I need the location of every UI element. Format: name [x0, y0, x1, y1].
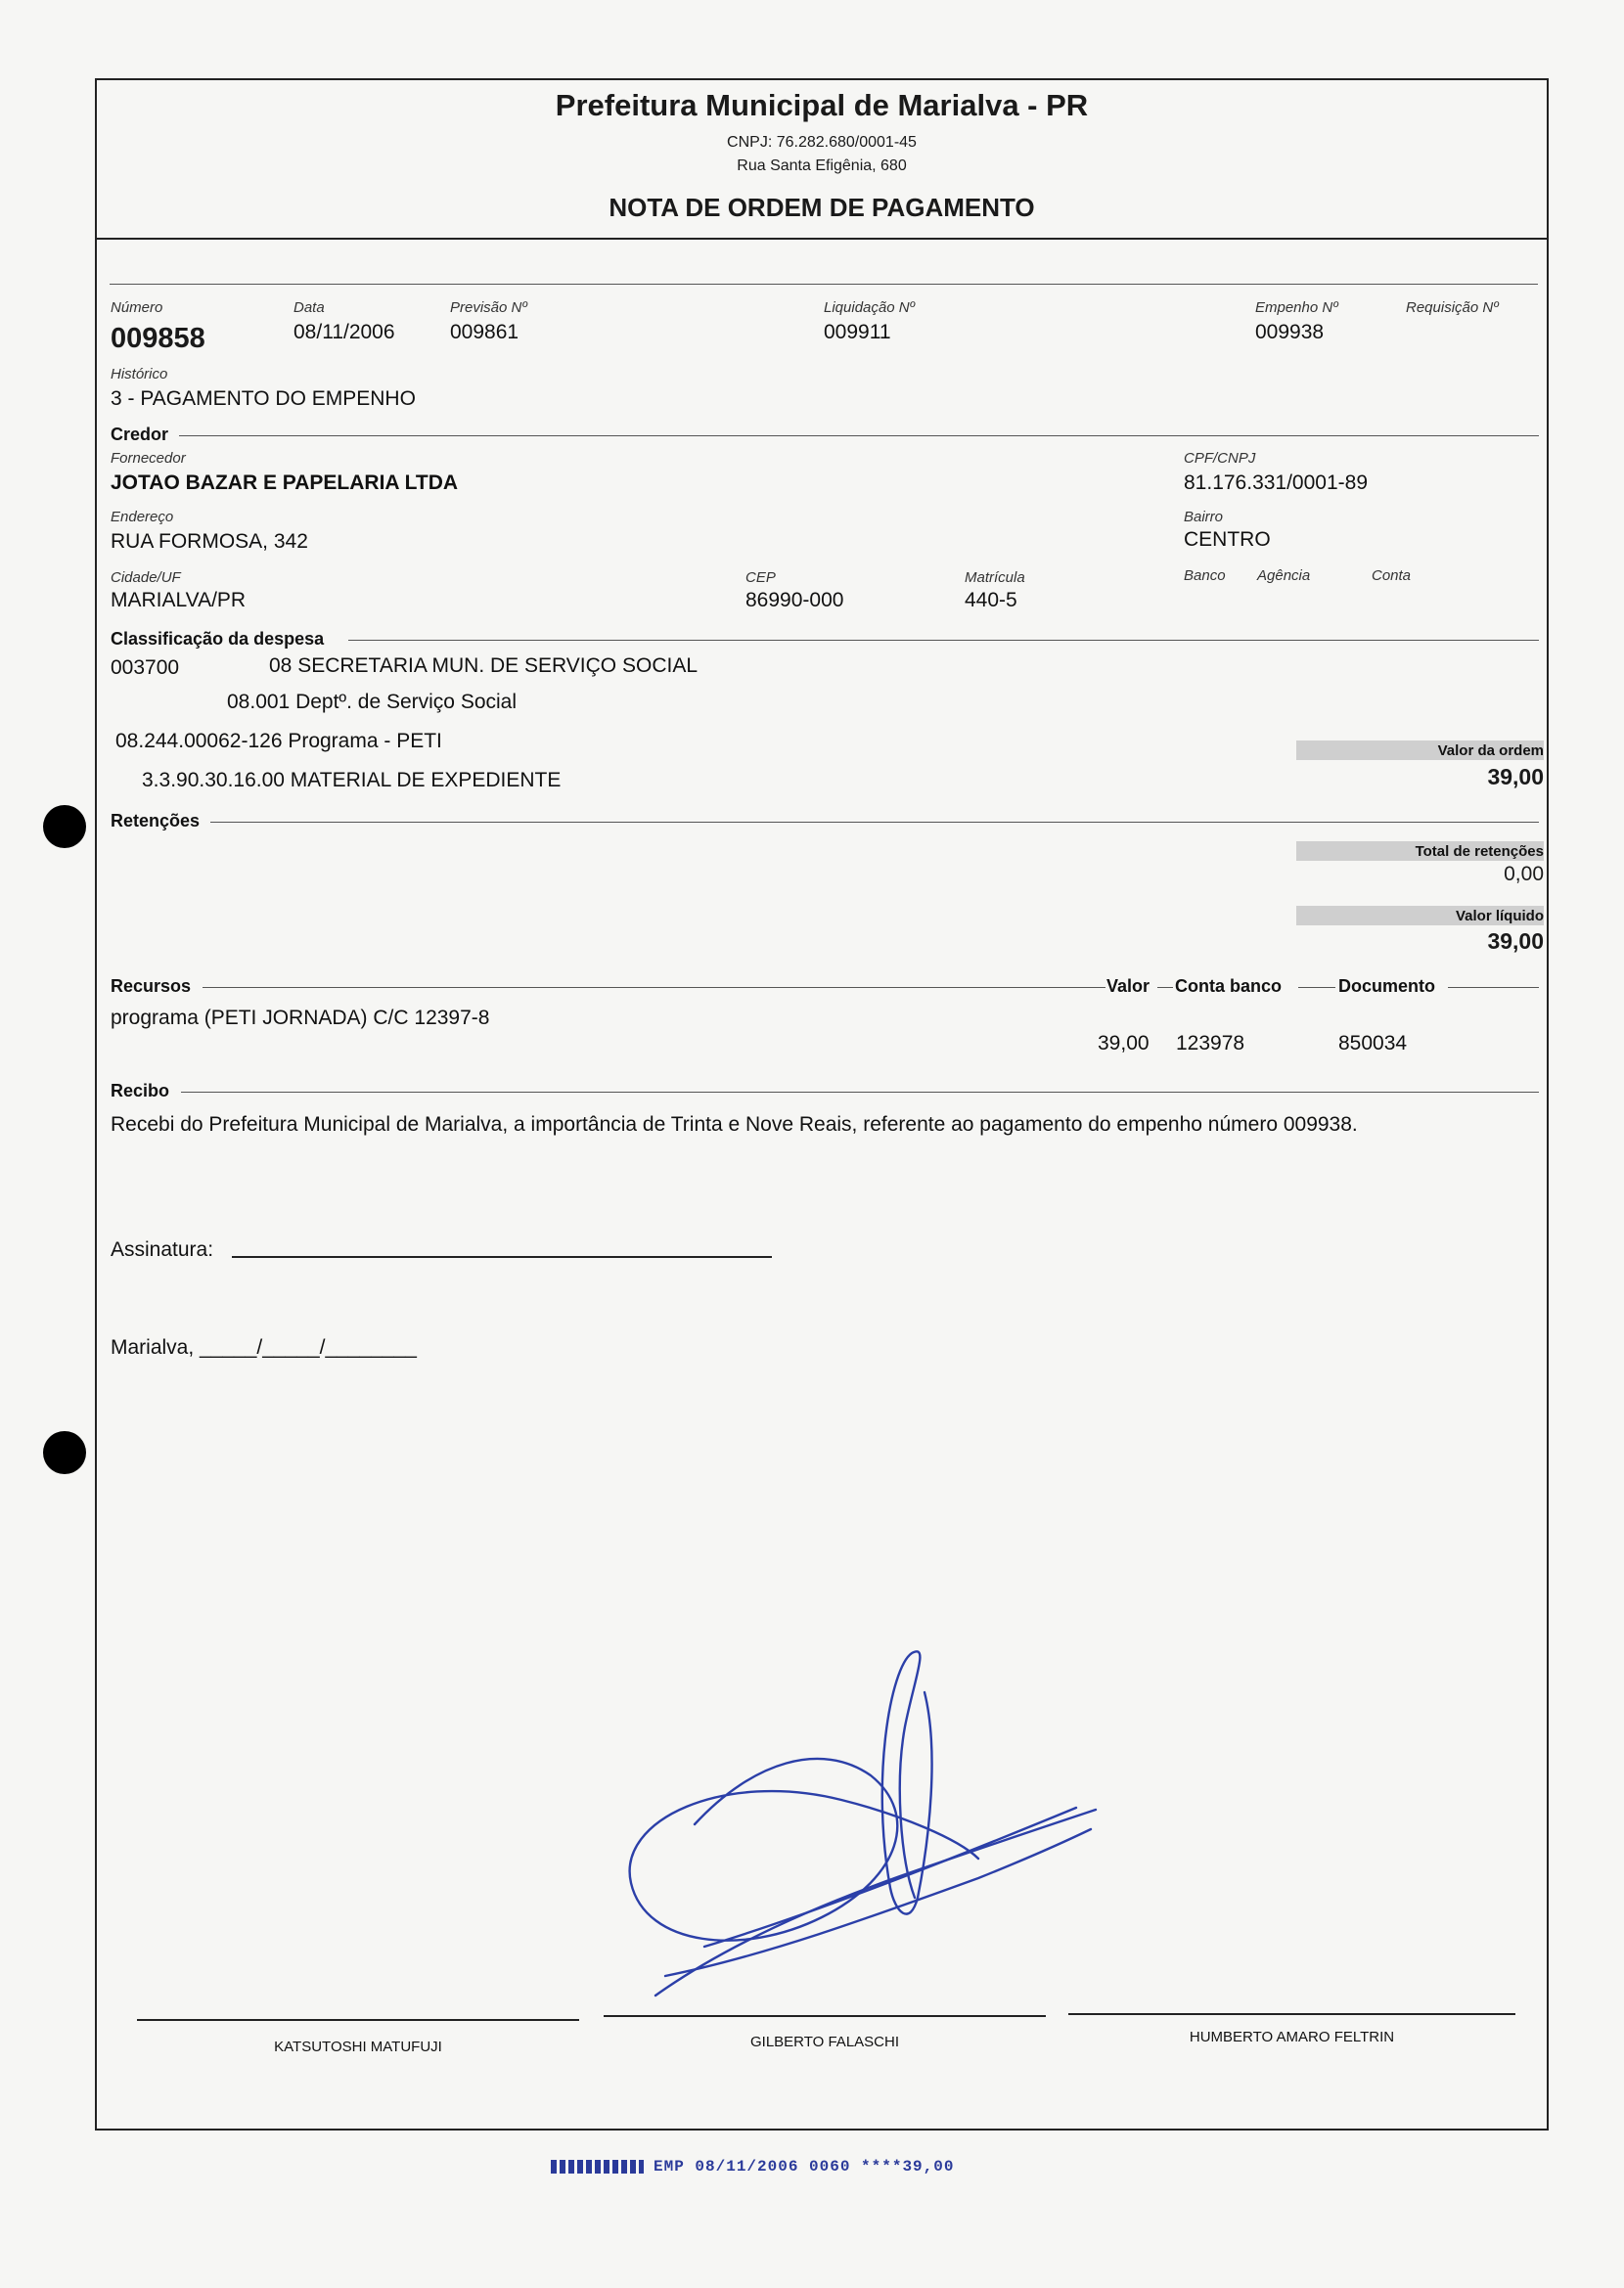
assinatura-line: [232, 1256, 772, 1258]
empenho-label: Empenho Nº: [1255, 299, 1338, 316]
programa: 08.244.00062-126 Programa - PETI: [115, 730, 442, 752]
previsao-value: 009861: [450, 321, 519, 343]
fornecedor-label: Fornecedor: [111, 450, 186, 467]
numero-label: Número: [111, 299, 163, 316]
previsao-label: Previsão Nº: [450, 299, 527, 316]
matricula-label: Matrícula: [965, 569, 1025, 586]
recursos-documento-label: Documento: [1338, 976, 1435, 996]
fornecedor-value: JOTAO BAZAR E PAPELARIA LTDA: [111, 471, 459, 494]
cnpj: CNPJ: 76.282.680/0001-45: [727, 134, 917, 151]
recursos-descricao: programa (PETI JORNADA) C/C 12397-8: [111, 1007, 490, 1029]
cpf-value: 81.176.331/0001-89: [1184, 471, 1369, 494]
recibo-line: [181, 1092, 1539, 1093]
punch-hole-bottom: [43, 1431, 86, 1474]
bairro-value: CENTRO: [1184, 528, 1271, 551]
matricula-value: 440-5: [965, 589, 1017, 611]
recursos-line-4: [1448, 987, 1539, 988]
recursos-conta: 123978: [1176, 1032, 1245, 1054]
historico-value: 3 - PAGAMENTO DO EMPENHO: [111, 387, 416, 410]
classificacao-line: [348, 640, 1539, 641]
stamp-logo: [551, 2160, 644, 2174]
header-divider: [95, 238, 1549, 240]
elemento: 3.3.90.30.16.00 MATERIAL DE EXPEDIENTE: [142, 769, 562, 791]
recibo-texto: Recebi do Prefeitura Municipal de Marialva, a importância de Trinta e Nove Reais, referente ao pagamento do empenho número 009938.: [111, 1113, 1358, 1136]
bairro-label: Bairro: [1184, 509, 1224, 525]
recursos-line: [203, 987, 1105, 988]
info-top-line: [110, 284, 1538, 285]
secretaria: 08 SECRETARIA MUN. DE SERVIÇO SOCIAL: [269, 654, 699, 677]
recursos-line-3: [1298, 987, 1335, 988]
punch-hole-top: [43, 805, 86, 848]
data-label: Data: [293, 299, 325, 316]
page-title: Prefeitura Municipal de Marialva - PR: [555, 88, 1089, 122]
endereco-label: Endereço: [111, 509, 174, 525]
recursos-documento: 850034: [1338, 1032, 1408, 1054]
cidade-value: MARIALVA/PR: [111, 589, 247, 611]
classificacao-section: Classificação da despesa: [111, 629, 325, 649]
assinatura-label: Assinatura:: [111, 1238, 214, 1261]
cidade-label: Cidade/UF: [111, 569, 181, 586]
numero-value: 009858: [111, 323, 205, 354]
data-value: 08/11/2006: [293, 321, 395, 343]
requisicao-label: Requisição Nº: [1406, 299, 1499, 316]
handwritten-signature: [607, 1634, 1115, 2015]
credor-line: [179, 435, 1539, 436]
agencia-label: Agência: [1257, 567, 1311, 584]
cpf-label: CPF/CNPJ: [1184, 450, 1256, 467]
recursos-valor-label: Valor: [1106, 976, 1150, 996]
valor-ordem-value: 39,00: [1487, 764, 1544, 789]
conta-label: Conta: [1372, 567, 1412, 584]
dept: 08.001 Deptº. de Serviço Social: [227, 691, 518, 713]
address: Rua Santa Efigênia, 680: [737, 157, 907, 174]
signature-name-2: GILBERTO FALASCHI: [750, 2034, 899, 2050]
signature-line-1: [137, 2019, 579, 2021]
signature-line-2: [604, 2015, 1046, 2017]
retencoes-section: Retenções: [111, 811, 201, 830]
recursos-valor: 39,00: [1098, 1032, 1150, 1054]
footer-stamp: [551, 2158, 954, 2176]
credor-section: Credor: [111, 425, 169, 444]
stamp-text: EMP 08/11/2006 0060 ****39,00: [654, 2158, 955, 2176]
total-retencoes-label: Total de retenções: [1415, 843, 1544, 860]
valor-liquido-value: 39,00: [1487, 928, 1544, 954]
cep-label: CEP: [745, 569, 776, 586]
recursos-section: Recursos: [111, 976, 192, 996]
signature-name-3: HUMBERTO AMARO FELTRIN: [1189, 2029, 1395, 2045]
cep-value: 86990-000: [745, 589, 844, 611]
retencoes-line: [210, 822, 1539, 823]
valor-ordem-label: Valor da ordem: [1437, 742, 1544, 759]
recibo-section: Recibo: [111, 1081, 170, 1100]
historico-label: Histórico: [111, 366, 168, 382]
recursos-conta-label: Conta banco: [1175, 976, 1283, 996]
liquidacao-value: 009911: [824, 321, 891, 343]
banco-label: Banco: [1184, 567, 1226, 584]
liquidacao-label: Liquidação Nº: [824, 299, 916, 316]
total-retencoes-value: 0,00: [1504, 863, 1544, 885]
signature-name-1: KATSUTOSHI MATUFUJI: [274, 2039, 442, 2055]
valor-liquido-label: Valor líquido: [1455, 908, 1544, 924]
classificacao-code: 003700: [111, 656, 180, 679]
endereco-value: RUA FORMOSA, 342: [111, 530, 308, 553]
local-data: Marialva, _____/_____/________: [111, 1336, 417, 1359]
signature-line-3: [1068, 2013, 1515, 2015]
recursos-line-2: [1157, 987, 1173, 988]
doc-title: NOTA DE ORDEM DE PAGAMENTO: [609, 193, 1035, 222]
empenho-value: 009938: [1255, 321, 1325, 343]
